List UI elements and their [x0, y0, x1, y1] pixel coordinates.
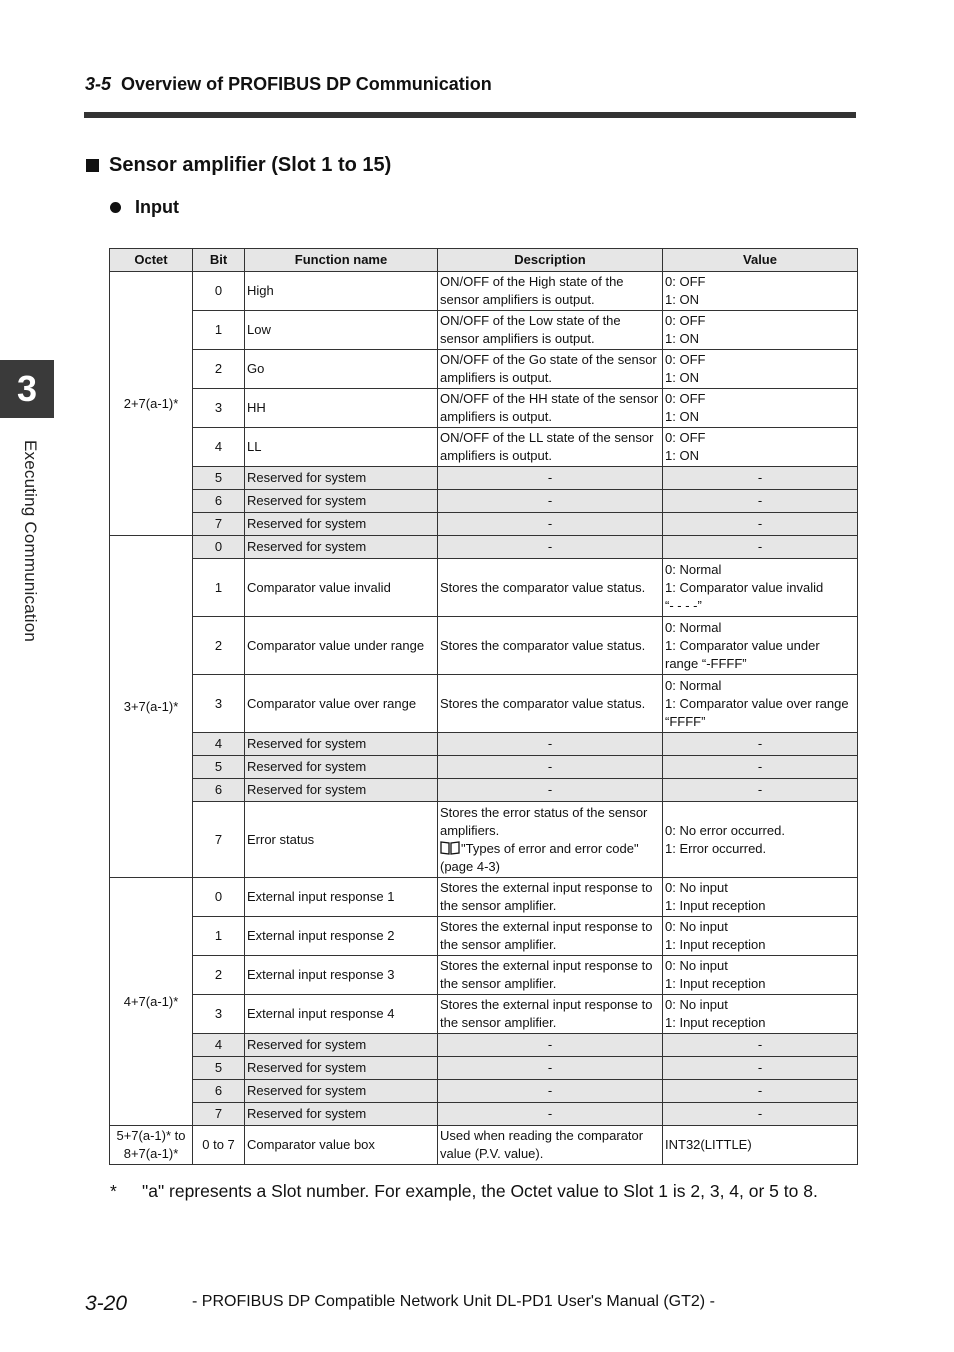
value-cell: 0: Normal 1: Comparator value over range “FFFF”: [663, 675, 858, 733]
value-cell: -: [663, 490, 858, 513]
description-cell: ON/OFF of the Low state of the sensor amplifiers is output.: [438, 311, 663, 350]
value-cell: 0: OFF 1: ON: [663, 311, 858, 350]
table-row: [110, 802, 858, 878]
bit-cell: 1: [193, 917, 245, 956]
function-name-cell: Reserved for system: [245, 756, 438, 779]
header-description: Description: [438, 249, 663, 272]
page-number: 3-20: [85, 1292, 128, 1315]
value-cell: -: [663, 1057, 858, 1080]
bit-cell: 0: [193, 536, 245, 559]
value-cell: 0: No input 1: Input reception: [663, 956, 858, 995]
value-cell: -: [663, 779, 858, 802]
function-name-cell: Low: [245, 311, 438, 350]
description-cell: ON/OFF of the LL state of the sensor amplifiers is output.: [438, 428, 663, 467]
value-cell: 0: No input 1: Input reception: [663, 995, 858, 1034]
description-cell: -: [438, 490, 663, 513]
description-cell: -: [438, 1034, 663, 1057]
table-row: [110, 779, 858, 802]
table-row: [110, 272, 858, 311]
function-name-cell: Reserved for system: [245, 1103, 438, 1126]
function-name-cell: Error status: [245, 802, 438, 878]
description-text: Stores the error status of the sensor amplifiers.: [440, 804, 648, 838]
table-row: [110, 490, 858, 513]
description-cell: -: [438, 779, 663, 802]
header-value: Value: [663, 249, 858, 272]
table-row: [110, 675, 858, 733]
description-cell: [438, 802, 663, 878]
function-name-cell: Comparator value box: [245, 1126, 438, 1165]
bit-cell: 1: [193, 559, 245, 617]
circle-bullet-icon: [110, 202, 121, 213]
description-cell: -: [438, 536, 663, 559]
value-cell: -: [663, 513, 858, 536]
subheading: [110, 197, 179, 218]
table-row: [110, 350, 858, 389]
bit-cell: 7: [193, 1103, 245, 1126]
bit-cell: 6: [193, 779, 245, 802]
table-row: [110, 995, 858, 1034]
function-name-cell: Reserved for system: [245, 513, 438, 536]
bit-cell: 2: [193, 956, 245, 995]
function-name-cell: High: [245, 272, 438, 311]
footnote-text: "a" represents a Slot number. For example, the Octet value to Slot 1 is 2, 3, 4, or 5 to 8.: [142, 1181, 818, 1201]
function-name-cell: Reserved for system: [245, 1057, 438, 1080]
octet-cell: 2+7(a-1)*: [110, 272, 193, 536]
value-cell: 0: OFF 1: ON: [663, 389, 858, 428]
value-cell: 0: OFF 1: ON: [663, 272, 858, 311]
bit-cell: 4: [193, 428, 245, 467]
table-row: [110, 917, 858, 956]
function-name-cell: Go: [245, 350, 438, 389]
function-name-cell: LL: [245, 428, 438, 467]
table-row: [110, 878, 858, 917]
description-cell: ON/OFF of the HH state of the sensor amplifiers is output.: [438, 389, 663, 428]
value-cell: -: [663, 756, 858, 779]
bit-cell: 2: [193, 617, 245, 675]
header-function-name: Function name: [245, 249, 438, 272]
description-cell: Stores the comparator value status.: [438, 617, 663, 675]
table-row: [110, 1126, 858, 1165]
bit-cell: 5: [193, 1057, 245, 1080]
table-row: [110, 467, 858, 490]
heading-text: Sensor amplifier (Slot 1 to 15): [109, 154, 392, 176]
description-cell: -: [438, 1080, 663, 1103]
value-cell: 0: Normal 1: Comparator value under range “-FFFF”: [663, 617, 858, 675]
description-cell: Stores the external input response to the sensor amplifier.: [438, 956, 663, 995]
bit-cell: 7: [193, 802, 245, 878]
table-row: [110, 1103, 858, 1126]
function-name-cell: Reserved for system: [245, 467, 438, 490]
octet-cell: 3+7(a-1)*: [110, 536, 193, 878]
value-cell: -: [663, 1103, 858, 1126]
table-row: [110, 389, 858, 428]
header-octet: Octet: [110, 249, 193, 272]
function-name-cell: Comparator value over range: [245, 675, 438, 733]
value-cell: -: [663, 733, 858, 756]
bit-cell: 1: [193, 311, 245, 350]
manual-title: - PROFIBUS DP Compatible Network Unit DL-PD1 User's Manual (GT2) -: [192, 1293, 715, 1310]
table-row: [110, 311, 858, 350]
bit-cell: 2: [193, 350, 245, 389]
chapter-title: Executing Communication: [21, 440, 40, 643]
table-row: [110, 756, 858, 779]
table-row: [110, 1034, 858, 1057]
octet-cell: 4+7(a-1)*: [110, 878, 193, 1126]
value-cell: 0: No input 1: Input reception: [663, 878, 858, 917]
bit-cell: 3: [193, 675, 245, 733]
function-name-cell: Reserved for system: [245, 1080, 438, 1103]
subheading-text: Input: [135, 197, 179, 217]
function-name-cell: Reserved for system: [245, 490, 438, 513]
description-cell: Stores the comparator value status.: [438, 675, 663, 733]
footnote-marker: *: [110, 1181, 117, 1201]
function-name-cell: Comparator value under range: [245, 617, 438, 675]
value-cell: 0: No error occurred. 1: Error occurred.: [663, 802, 858, 878]
table-row: [110, 513, 858, 536]
table-row: [110, 1080, 858, 1103]
description-cell: Stores the comparator value status.: [438, 559, 663, 617]
square-bullet-icon: [86, 159, 99, 172]
table-row: [110, 1057, 858, 1080]
description-cell: -: [438, 1103, 663, 1126]
section-number: 3-5: [85, 74, 112, 94]
value-cell: -: [663, 1080, 858, 1103]
function-name-cell: Comparator value invalid: [245, 559, 438, 617]
bit-cell: 5: [193, 756, 245, 779]
value-cell: -: [663, 467, 858, 490]
function-name-cell: Reserved for system: [245, 779, 438, 802]
function-name-cell: External input response 2: [245, 917, 438, 956]
bit-cell: 6: [193, 1080, 245, 1103]
bit-cell: 3: [193, 389, 245, 428]
value-cell: -: [663, 536, 858, 559]
description-cell: ON/OFF of the High state of the sensor amplifiers is output.: [438, 272, 663, 311]
bit-cell: 4: [193, 733, 245, 756]
function-name-cell: Reserved for system: [245, 536, 438, 559]
table-row: [110, 956, 858, 995]
bit-cell: 5: [193, 467, 245, 490]
description-cell: Stores the external input response to the sensor amplifier.: [438, 878, 663, 917]
table-body: [110, 272, 858, 1165]
description-cell: Stores the external input response to the sensor amplifier.: [438, 995, 663, 1034]
function-name-cell: External input response 1: [245, 878, 438, 917]
chapter-tab: [0, 360, 54, 418]
value-cell: 0: Normal 1: Comparator value invalid “- - - -”: [663, 559, 858, 617]
value-cell: INT32(LITTLE): [663, 1126, 858, 1165]
description-cell: -: [438, 756, 663, 779]
bit-cell: 4: [193, 1034, 245, 1057]
value-cell: 0: OFF 1: ON: [663, 350, 858, 389]
bit-cell: 3: [193, 995, 245, 1034]
book-reference-icon: [440, 841, 460, 855]
description-cell: -: [438, 1057, 663, 1080]
description-cell: Stores the external input response to the sensor amplifier.: [438, 917, 663, 956]
function-name-cell: External input response 4: [245, 995, 438, 1034]
table-row: [110, 617, 858, 675]
function-name-cell: Reserved for system: [245, 1034, 438, 1057]
bit-cell: 6: [193, 490, 245, 513]
description-cell: -: [438, 513, 663, 536]
description-cell: -: [438, 467, 663, 490]
value-cell: 0: No input 1: Input reception: [663, 917, 858, 956]
footnote: [110, 1178, 860, 1204]
value-cell: 0: OFF 1: ON: [663, 428, 858, 467]
header-rule: [84, 112, 856, 118]
table-row: [110, 428, 858, 467]
description-cell: -: [438, 733, 663, 756]
function-name-cell: HH: [245, 389, 438, 428]
chapter-number: 3: [16, 368, 38, 409]
input-table: [109, 248, 858, 1165]
bit-cell: 0: [193, 272, 245, 311]
heading: [86, 154, 391, 177]
bit-cell: 7: [193, 513, 245, 536]
bit-cell: 0: [193, 878, 245, 917]
table-row: [110, 536, 858, 559]
value-cell: -: [663, 1034, 858, 1057]
function-name-cell: Reserved for system: [245, 733, 438, 756]
page-reference-link[interactable]: "Types of error and error code" (page 4-3): [440, 840, 639, 874]
table-row: [110, 733, 858, 756]
function-name-cell: External input response 3: [245, 956, 438, 995]
header-bit: Bit: [193, 249, 245, 272]
section-title: Overview of PROFIBUS DP Communication: [121, 74, 492, 94]
bit-cell: 0 to 7: [193, 1126, 245, 1165]
section-header: [85, 74, 492, 95]
table-header-row: [110, 249, 858, 272]
octet-cell: 5+7(a-1)* to 8+7(a-1)*: [110, 1126, 193, 1165]
description-cell: ON/OFF of the Go state of the sensor amplifiers is output.: [438, 350, 663, 389]
description-cell: Used when reading the comparator value (P.V. value).: [438, 1126, 663, 1165]
table-row: [110, 559, 858, 617]
